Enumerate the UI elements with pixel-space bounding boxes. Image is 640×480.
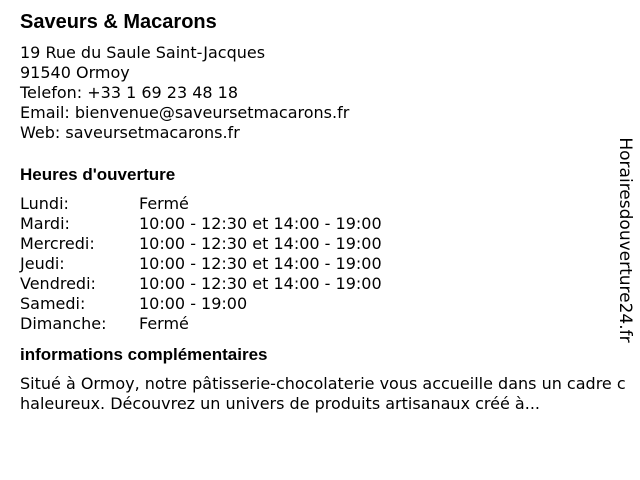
day-label: Mardi: xyxy=(20,214,70,233)
hours-row-wednesday xyxy=(20,234,610,254)
opening-hours-title: Heures d'ouverture xyxy=(20,165,176,184)
opening-hours-list xyxy=(20,194,610,334)
day-label: Dimanche: xyxy=(20,314,107,333)
business-name: Saveurs & Macarons xyxy=(20,11,217,33)
hours-row-sunday xyxy=(20,314,610,334)
day-label: Jeudi: xyxy=(20,254,65,273)
email-line: Email: bienvenue@saveursetmacarons.fr xyxy=(20,103,350,122)
address-city: 91540 Ormoy xyxy=(20,63,130,82)
opening-time: 10:00 - 12:30 et 14:00 - 19:00 xyxy=(139,274,382,293)
opening-time: 10:00 - 12:30 et 14:00 - 19:00 xyxy=(139,234,382,253)
additional-info-text: Situé à Ormoy, notre pâtisserie-chocolaterie vous accueille dans un cadre chaleureux. Découvrez un univers de produits artisanaux créé à... xyxy=(20,374,626,413)
opening-time: 10:00 - 12:30 et 14:00 - 19:00 xyxy=(139,214,382,233)
day-label: Lundi: xyxy=(20,194,69,213)
address-street: 19 Rue du Saule Saint-Jacques xyxy=(20,43,266,62)
day-label: Vendredi: xyxy=(20,274,96,293)
phone-line: Telefon: +33 1 69 23 48 18 xyxy=(20,83,239,102)
hours-row-tuesday xyxy=(20,214,610,234)
opening-time: Fermé xyxy=(139,194,189,213)
opening-time: 10:00 - 12:30 et 14:00 - 19:00 xyxy=(139,254,382,273)
side-watermark xyxy=(613,135,637,345)
website-line: Web: saveursetmacarons.fr xyxy=(20,123,240,142)
watermark-text: Horairesdouverture24.fr xyxy=(615,137,635,343)
day-label: Mercredi: xyxy=(20,234,95,253)
day-label: Samedi: xyxy=(20,294,86,313)
opening-time: Fermé xyxy=(139,314,189,333)
opening-time: 10:00 - 19:00 xyxy=(139,294,248,313)
hours-row-monday xyxy=(20,194,610,214)
hours-row-friday xyxy=(20,274,610,294)
hours-row-saturday xyxy=(20,294,610,314)
additional-info-title: informations complémentaires xyxy=(20,345,268,364)
hours-row-thursday xyxy=(20,254,610,274)
